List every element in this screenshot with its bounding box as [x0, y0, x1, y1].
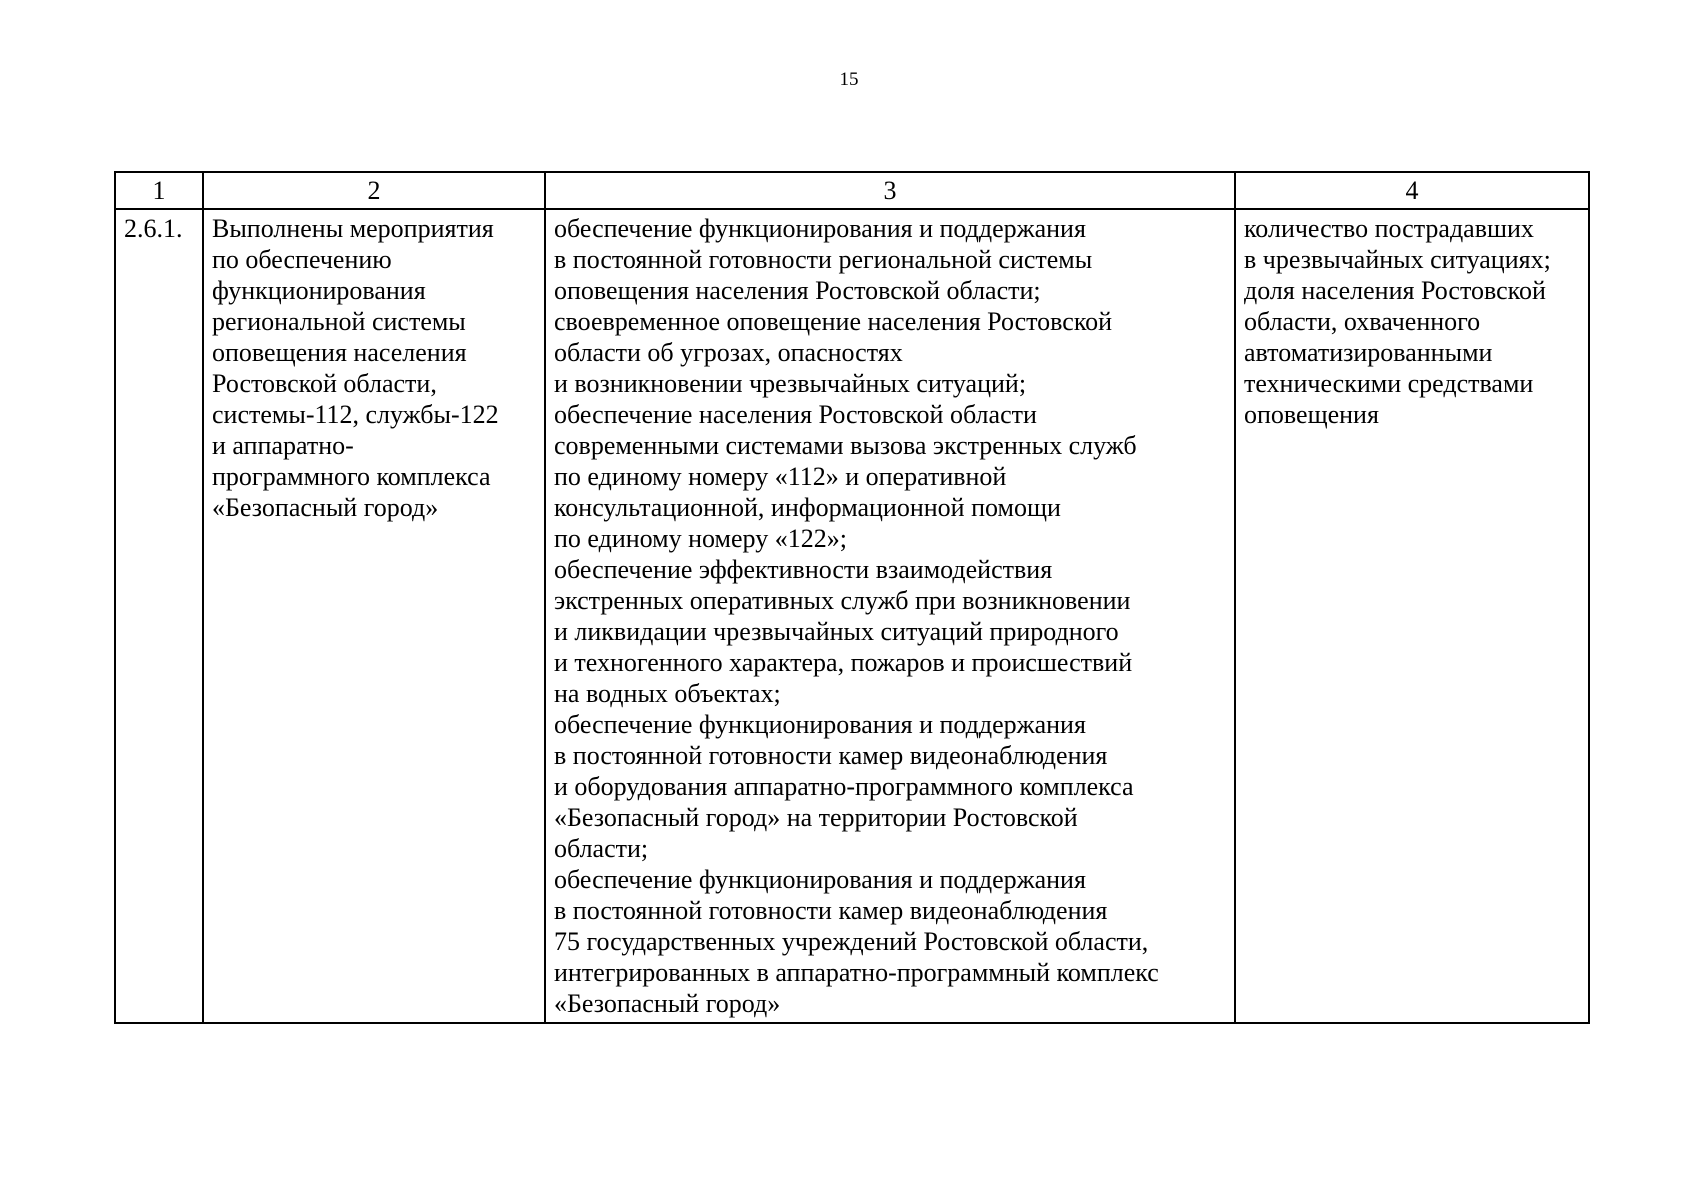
description-line: на водных объектах;: [554, 679, 781, 708]
description-line: обеспечение функционирования и поддержания: [554, 214, 1086, 243]
description-line: интегрированных в аппаратно-программный комплекс: [554, 958, 1159, 987]
description-line: «Безопасный город»: [554, 989, 781, 1018]
result-line: по обеспечению: [212, 245, 392, 274]
indicator-line: автоматизированными: [1244, 338, 1493, 367]
description-line: своевременное оповещение населения Ростовской: [554, 307, 1113, 336]
row-number-cell: [115, 209, 203, 1023]
table-row: [115, 209, 1589, 1023]
result-line: программного комплекса: [212, 462, 491, 491]
result-line: Ростовской области,: [212, 369, 437, 398]
description-line: области об угрозах, опасностях: [554, 338, 903, 367]
indicator-line: области, охваченного: [1244, 307, 1481, 336]
description-line: в постоянной готовности камер видеонаблюдения: [554, 896, 1108, 925]
description-line: в постоянной готовности камер видеонаблюдения: [554, 741, 1108, 770]
indicator-line: доля населения Ростовской: [1244, 276, 1546, 305]
description-line: 75 государственных учреждений Ростовской области,: [554, 927, 1149, 956]
result-line: системы-112, службы-122: [212, 400, 499, 429]
description-line: оповещения населения Ростовской области;: [554, 276, 1041, 305]
indicator-line: в чрезвычайных ситуациях;: [1244, 245, 1551, 274]
table-header-row: [115, 172, 1589, 209]
indicator-line: оповещения: [1244, 400, 1379, 429]
description-line: обеспечение населения Ростовской области: [554, 400, 1037, 429]
indicator-cell: [1235, 209, 1589, 1023]
result-cell: [203, 209, 545, 1023]
description-line: и возникновении чрезвычайных ситуаций;: [554, 369, 1027, 398]
row-number: 2.6.1.: [124, 214, 183, 243]
description-line: консультационной, информационной помощи: [554, 493, 1061, 522]
description-line: экстренных оперативных служб при возникновении: [554, 586, 1131, 615]
indicator-line: количество пострадавших: [1244, 214, 1534, 243]
description-line: и техногенного характера, пожаров и происшествий: [554, 648, 1133, 677]
column-header-3: 3: [545, 172, 1235, 209]
result-line: Выполнены мероприятия: [212, 214, 494, 243]
column-header-4: 4: [1235, 172, 1589, 209]
description-line: и ликвидации чрезвычайных ситуаций природного: [554, 617, 1119, 646]
description-line: и оборудования аппаратно-программного комплекса: [554, 772, 1134, 801]
result-line: «Безопасный город»: [212, 493, 439, 522]
description-cell: [545, 209, 1235, 1023]
page-number: 15: [839, 69, 859, 90]
result-line: функционирования: [212, 276, 426, 305]
measures-table: [114, 171, 1590, 1024]
description-line: по единому номеру «122»;: [554, 524, 847, 553]
column-header-1: 1: [115, 172, 203, 209]
description-line: по единому номеру «112» и оперативной: [554, 462, 1007, 491]
description-line: современными системами вызова экстренных служб: [554, 431, 1137, 460]
result-line: региональной системы: [212, 307, 466, 336]
result-line: и аппаратно-: [212, 431, 354, 460]
description-line: обеспечение эффективности взаимодействия: [554, 555, 1053, 584]
result-text: [212, 213, 536, 523]
description-line: обеспечение функционирования и поддержания: [554, 710, 1086, 739]
indicator-text: [1244, 213, 1580, 430]
description-line: в постоянной готовности региональной системы: [554, 245, 1093, 274]
description-text: [554, 213, 1226, 1019]
description-line: обеспечение функционирования и поддержания: [554, 865, 1086, 894]
description-line: области;: [554, 834, 649, 863]
result-line: оповещения населения: [212, 338, 467, 367]
description-line: «Безопасный город» на территории Ростовской: [554, 803, 1078, 832]
column-header-2: 2: [203, 172, 545, 209]
indicator-line: техническими средствами: [1244, 369, 1534, 398]
